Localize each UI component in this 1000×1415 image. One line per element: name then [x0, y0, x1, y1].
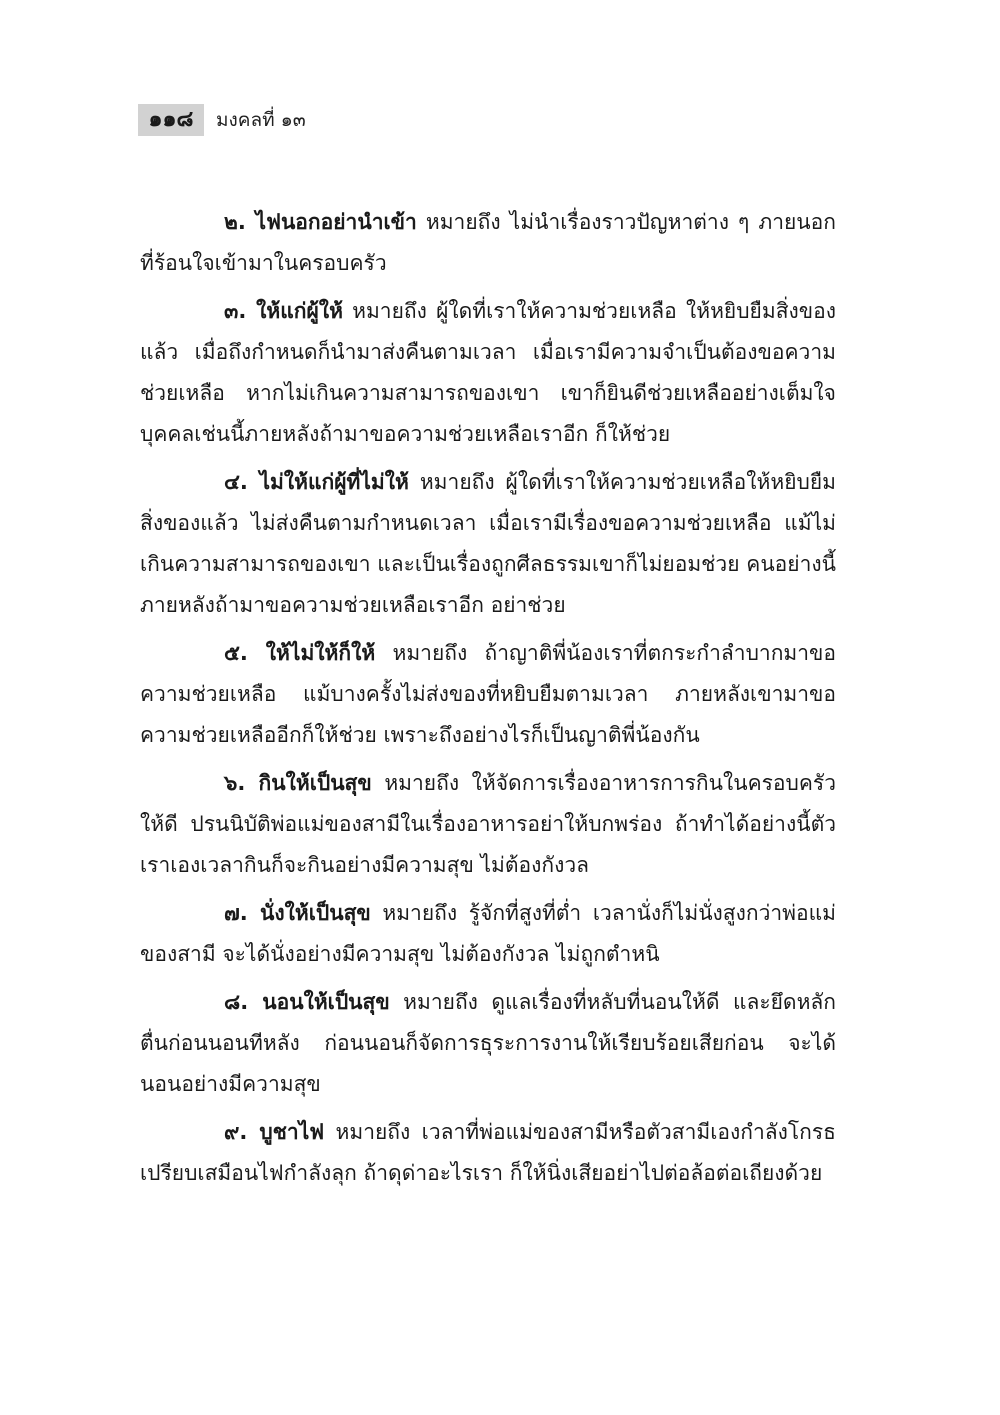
- body-content: [140, 202, 836, 1201]
- item-term: ๗. นั่งให้เป็นสุข: [224, 901, 371, 925]
- item-term: ๖. กินให้เป็นสุข: [224, 771, 372, 795]
- item-text: หมายถึง ดูแลเรื่องที่หลับที่นอนให้ดี และยึดหลักตื่นก่อนนอนทีหลัง ก่อนนอนก็จัดการธุระการงานให้เรียบร้อยเสียก่อน จะได้นอนอย่างมีความสุข: [140, 990, 836, 1096]
- paragraph-item-6: [140, 763, 836, 886]
- paragraph-item-4: [140, 462, 836, 626]
- item-text: หมายถึง ผู้ใดที่เราให้ความช่วยเหลือให้หยิบยืมสิ่งของแล้ว ไม่ส่งคืนตามกำหนดเวลา เมื่อเรามีเรื่องขอความช่วยเหลือ แม้ไม่เกินความสามารถของเขา และเป็นเรื่องถูกศีลธรรมเขาก็ไม่ยอมช่วย คนอย่างนี้ภายหลังถ้ามาขอความช่วยเหลือเราอีก อย่าช่วย: [140, 470, 836, 617]
- item-text: หมายถึง ผู้ใดที่เราให้ความช่วยเหลือ ให้หยิบยืมสิ่งของแล้ว เมื่อถึงกำหนดก็นำมาส่งคืนตามเวลา เมื่อเรามีความจำเป็นต้องขอความช่วยเหลือ หากไม่เกินความสามารถของเขา เขาก็ยินดีช่วยเหลืออย่างเต็มใจ บุคคลเช่นนี้ภายหลังถ้ามาขอความช่วยเหลือเราอีก ก็ให้ช่วย: [140, 299, 836, 446]
- item-term: ๔. ไม่ให้แก่ผู้ที่ไม่ให้: [224, 470, 409, 494]
- item-term: ๘. นอนให้เป็นสุข: [224, 990, 390, 1014]
- item-text: หมายถึง รู้จักที่สูงที่ต่ำ เวลานั่งก็ไม่นั่งสูงกว่าพ่อแม่ของสามี จะได้นั่งอย่างมีความสุข ไม่ต้องกังวล ไม่ถูกตำหนิ: [140, 901, 836, 966]
- item-text: หมายถึง เวลาที่พ่อแม่ของสามีหรือตัวสามีเองกำลังโกรธเปรียบเสมือนไฟกำลังลุก ถ้าดุด่าอะไรเรา ก็ให้นิ่งเสียอย่าไปต่อล้อต่อเถียงด้วย: [140, 1120, 836, 1185]
- item-text: หมายถึง ไม่นำเรื่องราวปัญหาต่าง ๆ ภายนอกที่ร้อนใจเข้ามาในครอบครัว: [140, 210, 836, 275]
- item-text: หมายถึง ถ้าญาติพี่น้องเราที่ตกระกำลำบากมาขอความช่วยเหลือ แม้บางครั้งไม่ส่งของที่หยิบยืมตามเวลา ภายหลังเขามาขอความช่วยเหลืออีกก็ให้ช่วย เพราะถึงอย่างไรก็เป็นญาติพี่น้องกัน: [140, 641, 837, 747]
- item-text: หมายถึง ให้จัดการเรื่องอาหารการกินในครอบครัวให้ดี ปรนนิบัติพ่อแม่ของสามีในเรื่องอาหารอย่าให้บกพร่อง ถ้าทำได้อย่างนี้ตัวเราเองเวลากินก็จะกินอย่างมีความสุข ไม่ต้องกังวล: [140, 771, 836, 877]
- paragraph-item-2: [140, 202, 836, 284]
- item-term: ๕. ให้ไม่ให้ก็ให้: [224, 641, 376, 665]
- paragraph-item-7: [140, 893, 836, 975]
- item-term: ๒. ไฟนอกอย่านำเข้า: [224, 210, 417, 234]
- item-term: ๙. บูชาไฟ: [224, 1120, 325, 1144]
- item-term: ๓. ให้แก่ผู้ให้: [224, 299, 343, 323]
- paragraph-item-5: [140, 633, 836, 756]
- page-number: ๑๑๘: [138, 104, 204, 136]
- paragraph-item-3: [140, 291, 836, 455]
- running-head: มงคลที่ ๑๓: [216, 109, 306, 131]
- paragraph-item-9: [140, 1112, 836, 1194]
- page-header: [138, 104, 306, 136]
- paragraph-item-8: [140, 982, 836, 1105]
